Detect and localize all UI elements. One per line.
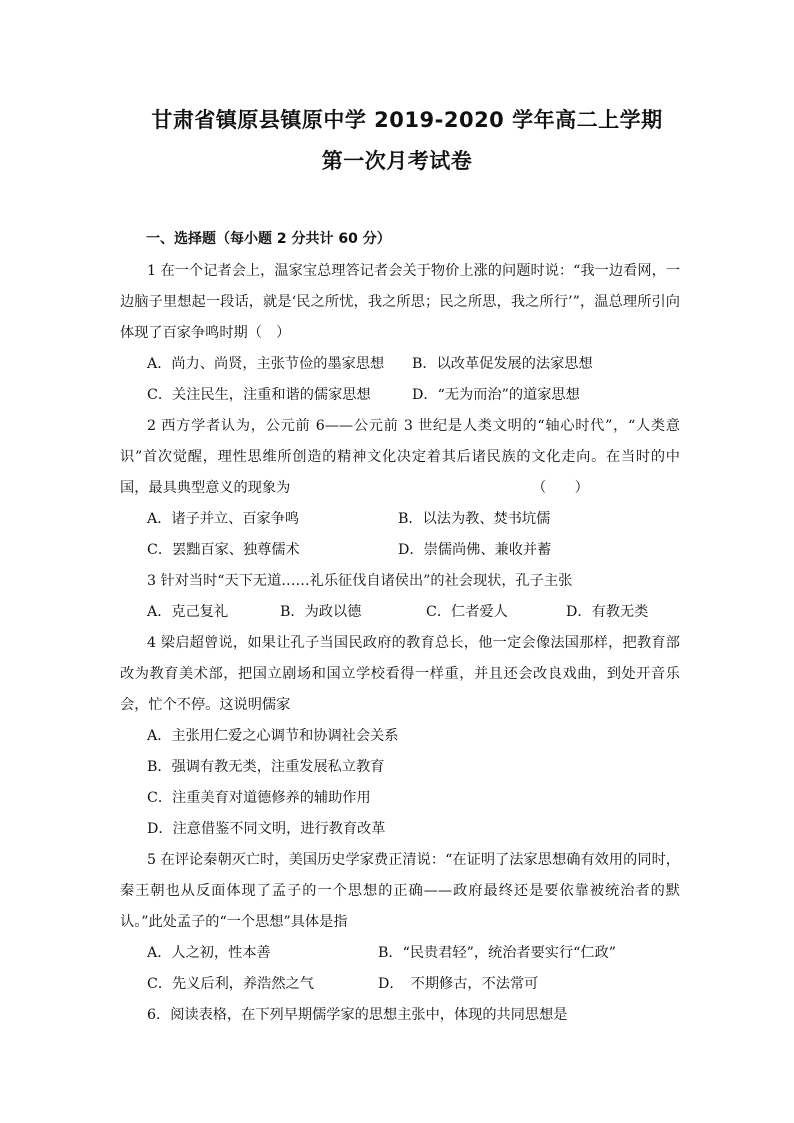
option-a: A．主张用仁爱之心调节和协调社会关系 xyxy=(147,728,399,744)
question-stem: 4 梁启超曾说，如果让孔子当国民政府的教育总长，他一定会像法国那样，把教育部改为教育美术部，把国立剧场和国立学校看得一样重，并且还会改良戏曲，到处开音乐会，忙个不停。这说明儒家 xyxy=(120,635,680,713)
question-2 xyxy=(120,411,680,566)
option-row xyxy=(120,349,680,380)
option-row xyxy=(120,752,680,783)
question-3 xyxy=(120,566,680,628)
option-b: B．以改革促发展的法家思想 xyxy=(412,356,593,372)
option-a: A．尚力、尚贤，主张节俭的墨家思想 xyxy=(147,356,385,372)
option-row xyxy=(120,380,680,411)
question-list xyxy=(120,256,680,1031)
option-c: C．先义后利，养浩然之气 xyxy=(147,976,314,992)
answer-paren: （ ） xyxy=(532,480,589,496)
question-stem: 3 针对当时“天下无道……礼乐征伐自诸侯出”的社会现状，孔子主张 xyxy=(147,573,573,589)
option-row xyxy=(120,721,680,752)
option-row xyxy=(120,969,680,1000)
option-d: D．“无为而治”的道家思想 xyxy=(412,387,580,403)
option-d: D．崇儒尚佛、兼收并蓄 xyxy=(398,542,552,558)
option-d: D．注意借鉴不同文明，进行教育改革 xyxy=(147,821,386,837)
option-c: C．关注民生，注重和谐的儒家思想 xyxy=(147,387,371,403)
question-6 xyxy=(120,1000,680,1031)
option-d: D．有教无类 xyxy=(566,604,649,620)
option-b: B．以法为教、焚书坑儒 xyxy=(398,511,551,527)
option-a: A．克己复礼 xyxy=(147,604,229,620)
option-row xyxy=(120,504,680,535)
question-4 xyxy=(120,628,680,845)
question-stem: 1 在一个记者会上，温家宝总理答记者会关于物价上涨的问题时说：“我一边看网，一边脑子里想起一段话，就是‘民之所忧，我之所思；民之所思，我之所行’”，温总理所引向体现了百家争鸣时期（ ） xyxy=(120,263,680,341)
option-b: B．“民贵君轻”，统治者要实行“仁政” xyxy=(378,945,617,961)
section-heading: 一、选择题（每小题 2 分共计 60 分） xyxy=(146,231,391,247)
question-1 xyxy=(120,256,680,411)
question-5 xyxy=(120,845,680,1000)
question-stem: 5 在评论秦朝灭亡时，美国历史学家费正清说：“在证明了法家思想确有效用的同时，秦王朝也从反面体现了孟子的一个思想的正确——政府最终还是要依靠被统治者的默认。”此处孟子的“一个思想”具体是指 xyxy=(120,852,680,930)
option-a: A．人之初，性本善 xyxy=(147,945,271,961)
option-b: B．为政以德 xyxy=(280,604,362,620)
option-row xyxy=(120,814,680,845)
option-c: C．仁者爱人 xyxy=(426,604,508,620)
exam-subtitle: 第一次月考试卷 xyxy=(321,149,473,173)
question-stem: 2 西方学者认为，公元前 6——公元前 3 世纪是人类文明的“轴心时代”，“人类意识”首次觉醒，理性思维所创造的精神文化决定着其后诸民族的文化走向。在当时的中国，最具典型意义的现象为 xyxy=(120,418,680,496)
question-stem: 6．阅读表格，在下列早期儒学家的思想主张中，体现的共同思想是 xyxy=(147,1007,568,1023)
option-c: C．罢黜百家、独尊儒术 xyxy=(147,542,300,558)
exam-title: 甘肃省镇原县镇原中学 2019-2020 学年高二上学期 xyxy=(151,108,663,132)
option-row xyxy=(120,597,680,628)
option-a: A．诸子并立、百家争鸣 xyxy=(147,511,300,527)
option-b: B．强调有教无类，注重发展私立教育 xyxy=(147,759,385,775)
option-row xyxy=(120,938,680,969)
option-c: C．注重美育对道德修养的辅助作用 xyxy=(147,790,371,806)
option-d: D． 不期修古，不法常可 xyxy=(378,976,539,992)
option-row xyxy=(120,783,680,814)
option-row xyxy=(120,535,680,566)
